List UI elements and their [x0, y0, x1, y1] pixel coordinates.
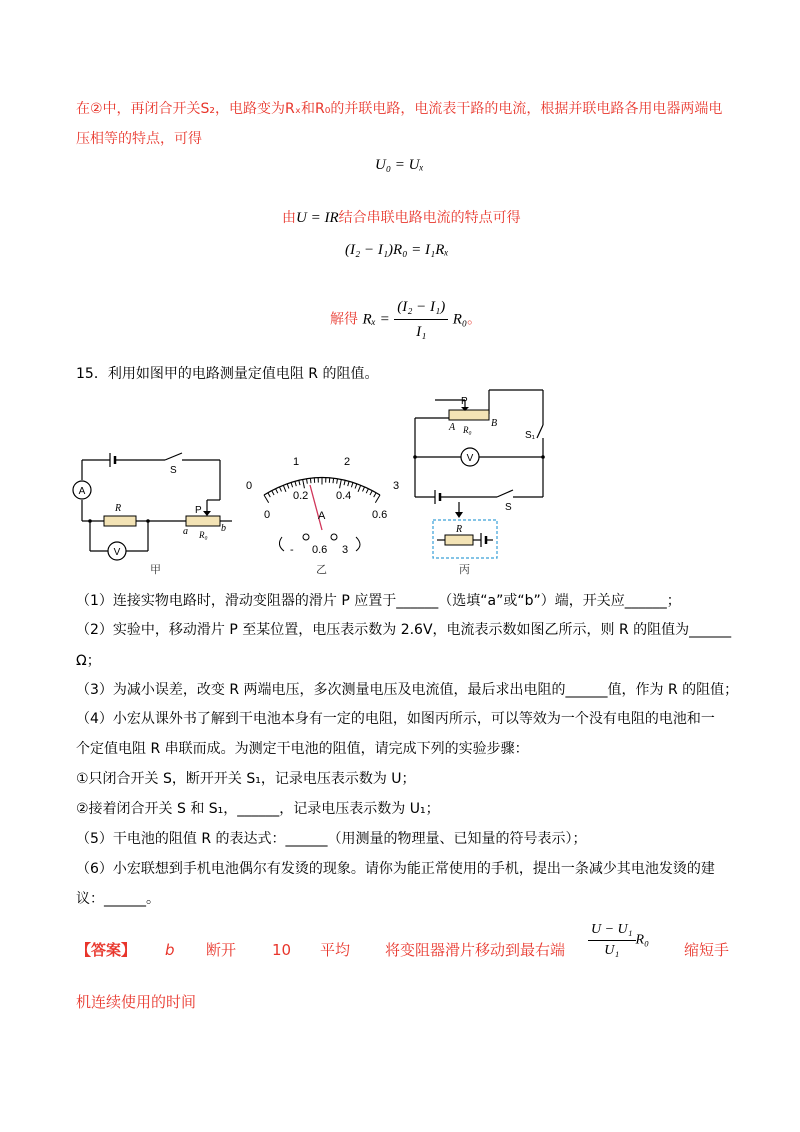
figure-bing-circuit	[405, 380, 555, 575]
dial-tick	[375, 495, 380, 503]
item-2-unit: Ω；	[76, 653, 101, 669]
item-4-line-1: （4）小宏从课外书了解到干电池本身有一定的电阻，如图丙所示，可以等效为一个没有电阻的电池和一	[76, 711, 715, 727]
dial-tick	[366, 489, 368, 494]
terminal-negative: -	[290, 544, 294, 556]
item-3: （3）为减小误差，改变 R 两端电压，多次测量电压及电流值，最后求出电阻的______值，作为 R 的阻值；	[76, 682, 739, 698]
solution-line-2: 压相等的特点，可得	[76, 131, 202, 147]
figure-jia-circuit	[70, 445, 240, 575]
solution-line-3-suffix: 结合串联电路电流的特点可得	[338, 210, 521, 226]
figure-yi-ammeter	[238, 445, 410, 575]
dial-tick	[303, 479, 305, 488]
dial-tick	[287, 484, 289, 489]
solution-line-4-prefix: 解得	[330, 311, 358, 328]
voltmeter-label: V	[113, 547, 121, 558]
terminal-0.6: 0.6	[312, 544, 328, 556]
dial-tick	[291, 482, 293, 487]
solution-line-3-math: U = IR	[296, 210, 339, 226]
dial-tick	[279, 487, 281, 492]
slider-label: P	[195, 505, 202, 516]
dial-tick	[299, 480, 300, 485]
solution-line-3	[282, 208, 521, 228]
scale-top-3: 3	[393, 480, 400, 492]
figure-bing-caption: 丙	[459, 563, 470, 575]
answer-4: 平均	[320, 941, 351, 959]
answer-6	[588, 922, 649, 959]
dial-tick	[363, 487, 365, 492]
solution-line-3-prefix: 由	[282, 210, 296, 226]
dial-tick	[348, 481, 349, 486]
solution-line-1: 在②中，再闭合开关S₂，电路变为Rₓ和R₀的并联电路，电流表干路的电流，根据并联电路各用电器两端电	[76, 101, 723, 117]
answer-6-numerator: U − U₁	[588, 922, 636, 941]
rheostat-label: R₀	[199, 530, 208, 540]
fraction-denominator: I₁	[416, 324, 427, 340]
bing-end-B-label: B	[491, 418, 498, 429]
item-4-line-2: 个定值电阻 R 串联而成。为测定干电池的阻值，请完成下列的实验步骤：	[76, 741, 529, 757]
dial-tick	[344, 480, 345, 485]
fraction-numerator: (I₂ − I₁)	[394, 297, 448, 320]
item-2: （2）实验中，移动滑片 P 至某位置，电压表示数为 2.6V，电流表示数如图乙所示，则 R 的阻值为______	[76, 622, 732, 638]
dial-tick	[340, 479, 342, 488]
answer-3: 10	[272, 941, 292, 959]
ammeter-label: A	[78, 486, 86, 497]
item-6-line-1: （6）小宏联想到手机电池偶尔有发烫的现象。请你为能正常使用的手机，提出一条减少其电池发烫的建	[76, 861, 715, 877]
resistor-label: R	[115, 503, 122, 514]
solution-line-4-end: 。	[467, 311, 482, 328]
ammeter-needle	[310, 485, 322, 530]
item-1: （1）连接实物电路时，滑动变阻器的滑片 P 应置于______（选填“a”或“b”）端，开关应______；	[76, 593, 681, 609]
dial-tick	[358, 485, 361, 491]
item-4-step-2: ②接着闭合开关 S 和 S₁，______，记录电压表示数为 U₁；	[76, 801, 440, 817]
item-4-step-1: ①只闭合开关 S，断开开关 S₁，记录电压表示数为 U；	[76, 771, 416, 787]
dial-tick	[272, 491, 274, 495]
bing-resistor-label: R	[456, 524, 463, 535]
scale-bottom-2: 0.4	[336, 490, 352, 502]
solution-line-4-lhs: Rₓ =	[362, 311, 390, 328]
solution-line-4-tail: R₀	[452, 311, 468, 328]
switch-label: S	[170, 465, 177, 476]
scale-bottom-3: 0.6	[372, 509, 388, 521]
figure-jia-caption: 甲	[150, 563, 161, 575]
item-5: （5）干电池的阻值 R 的表达式：______（用测量的物理量、已知量的符号表示）；	[76, 831, 587, 847]
question-number: 15．	[76, 366, 108, 382]
answer-6-fraction	[588, 922, 636, 959]
dial-tick	[268, 493, 270, 497]
answer-2: 断开	[206, 941, 237, 959]
scale-top-1: 1	[293, 456, 300, 468]
equation-1: U₀ = Uₓ	[375, 157, 424, 173]
solution-line-4-fraction	[394, 297, 448, 342]
ammeter-unit: A	[318, 510, 326, 522]
scale-top-2: 2	[344, 456, 351, 468]
dial-tick	[295, 481, 296, 486]
answer-tag: 【答案】	[76, 941, 137, 959]
dial-tick	[374, 493, 376, 497]
answer-6-denominator: U₁	[604, 943, 620, 958]
scale-top-0: 0	[246, 480, 253, 492]
question-stem-text: 利用如图甲的电路测量定值电阻 R 的阻值。	[107, 366, 379, 382]
question-stem	[76, 364, 378, 384]
end-b-label: b	[221, 523, 226, 534]
terminal-3: 3	[342, 544, 349, 556]
answer-7-part-2: 机连续使用的时间	[76, 993, 197, 1011]
bing-end-A-label: A	[449, 422, 456, 433]
answer-1: b	[165, 941, 175, 959]
item-6-line-2: 议：______。	[76, 891, 160, 907]
dial-tick	[333, 478, 334, 483]
solution-line-4	[330, 297, 481, 347]
bing-voltmeter-label: V	[466, 453, 474, 464]
end-a-label: a	[183, 526, 188, 537]
equation-2: (I₂ − I₁)R₀ = I₁Rₓ	[345, 242, 449, 258]
dial-tick	[307, 479, 308, 484]
scale-bottom-1: 0.2	[293, 490, 309, 502]
dial-tick	[276, 489, 278, 494]
figure-yi-caption: 乙	[316, 563, 327, 575]
bing-switch1-label: S₁	[525, 430, 536, 441]
bing-switch-label: S	[505, 502, 512, 513]
dial-tick	[355, 484, 357, 489]
answer-6-tail: R₀	[635, 932, 649, 948]
answer-5: 将变阻器滑片移动到最右端	[385, 941, 566, 959]
dial-tick	[370, 491, 372, 495]
answer-7-part-1: 缩短手	[684, 941, 730, 959]
dial-tick	[264, 495, 269, 503]
dial-tick	[351, 482, 353, 487]
scale-bottom-0: 0	[264, 509, 271, 521]
bing-rheostat-label: R₀	[463, 425, 472, 435]
dial-tick	[337, 479, 338, 484]
dial-tick	[310, 478, 311, 483]
bing-slider-label: P	[461, 396, 468, 407]
dial-tick	[283, 485, 286, 491]
